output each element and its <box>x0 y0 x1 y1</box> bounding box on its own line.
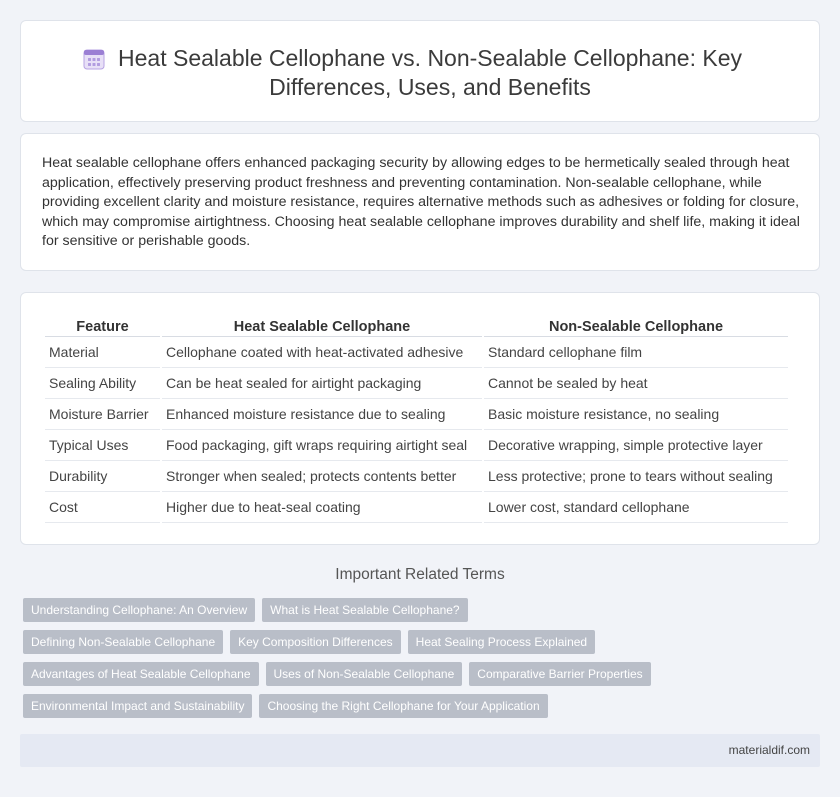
table-row <box>45 368 788 399</box>
related-term-tag[interactable]: Heat Sealing Process Explained <box>408 630 595 654</box>
related-terms-list <box>23 598 673 726</box>
related-terms-title: Important Related Terms <box>335 566 505 583</box>
table-cell: Cannot be sealed by heat <box>484 368 788 399</box>
header-non-sealable: Non-Sealable Cellophane <box>484 317 788 337</box>
related-term-tag[interactable]: Choosing the Right Cellophane for Your Application <box>259 694 547 718</box>
related-term-tag[interactable]: Uses of Non-Sealable Cellophane <box>266 662 463 686</box>
table-row <box>45 399 788 430</box>
intro-paragraph: Heat sealable cellophane offers enhanced packaging security by allowing edges to be hermetically sealed through heat application, effectively preserving product freshness and preventing contamination. Non-sealable cellophane, while providing excellent clarity and moisture resistance, requires alternative methods such as adhesives or folding for closure, which may compromise airtightness. Choosing heat sealable cellophane improves durability and shelf life, making it ideal for sensitive or perishable goods. <box>42 155 800 250</box>
intro-card <box>20 133 820 271</box>
table-cell: Material <box>45 337 160 368</box>
related-term-tag[interactable]: Comparative Barrier Properties <box>469 662 650 686</box>
table-row <box>45 430 788 461</box>
table-cell: Sealing Ability <box>45 368 160 399</box>
table-cell: Standard cellophane film <box>484 337 788 368</box>
table-row <box>45 337 788 368</box>
table-cell: Cellophane coated with heat-activated adhesive <box>162 337 482 368</box>
table-cell: Food packaging, gift wraps requiring airtight seal <box>162 430 482 461</box>
table-cell: Moisture Barrier <box>45 399 160 430</box>
table-cell: Lower cost, standard cellophane <box>484 492 788 523</box>
page-title: Heat Sealable Cellophane vs. Non-Sealable Cellophane: Key Differences, Uses, and Benefits <box>118 45 742 100</box>
related-term-tag[interactable]: Defining Non-Sealable Cellophane <box>23 630 223 654</box>
table-cell: Decorative wrapping, simple protective layer <box>484 430 788 461</box>
table-row <box>45 461 788 492</box>
header-feature: Feature <box>45 317 160 337</box>
table-cell: Durability <box>45 461 160 492</box>
related-term-tag[interactable]: Understanding Cellophane: An Overview <box>23 598 255 622</box>
footer <box>20 734 820 767</box>
table-row <box>45 492 788 523</box>
table-cell: Typical Uses <box>45 430 160 461</box>
related-term-tag[interactable]: Environmental Impact and Sustainability <box>23 694 252 718</box>
related-term-tag[interactable]: Key Composition Differences <box>230 630 401 654</box>
table-cell: Cost <box>45 492 160 523</box>
comparison-card <box>20 292 820 545</box>
table-cell: Higher due to heat-seal coating <box>162 492 482 523</box>
related-term-tag[interactable]: Advantages of Heat Sealable Cellophane <box>23 662 259 686</box>
table-cell: Less protective; prone to tears without sealing <box>484 461 788 492</box>
table-cell: Stronger when sealed; protects contents better <box>162 461 482 492</box>
header-heat-sealable: Heat Sealable Cellophane <box>162 317 482 337</box>
footer-site-link[interactable]: materialdif.com <box>728 743 810 757</box>
table-cell: Basic moisture resistance, no sealing <box>484 399 788 430</box>
comparison-table <box>43 317 790 523</box>
related-term-tag[interactable]: What is Heat Sealable Cellophane? <box>262 598 467 622</box>
table-header-row <box>45 317 788 337</box>
table-cell: Enhanced moisture resistance due to sealing <box>162 399 482 430</box>
table-cell: Can be heat sealed for airtight packaging <box>162 368 482 399</box>
header-card <box>20 20 820 122</box>
